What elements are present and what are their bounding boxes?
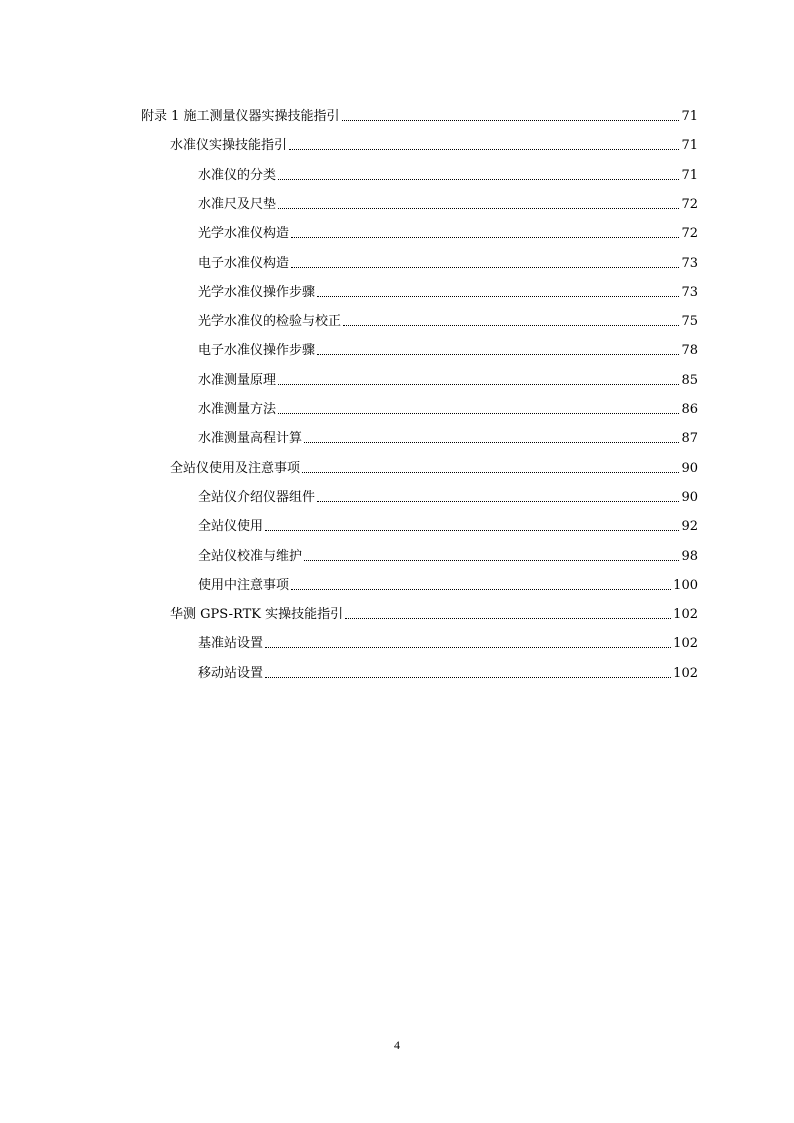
toc-entry-page: 98 bbox=[681, 549, 698, 564]
dot-leader bbox=[278, 413, 679, 414]
toc-entry-level-2[interactable] bbox=[170, 132, 698, 154]
toc-entry-page: 72 bbox=[681, 226, 698, 241]
dot-leader bbox=[265, 677, 671, 678]
toc-entry-level-3[interactable] bbox=[198, 308, 698, 330]
toc-entry-page: 78 bbox=[681, 343, 698, 358]
toc-entry-title: 光学水准仪构造 bbox=[198, 226, 290, 241]
toc-entry-page: 71 bbox=[681, 168, 698, 183]
toc-entry-page: 100 bbox=[673, 578, 698, 593]
dot-leader bbox=[265, 647, 671, 648]
dot-leader bbox=[302, 472, 679, 473]
toc-entry-title: 华测 GPS-RTK 实操技能指引 bbox=[170, 607, 344, 622]
toc-entry-level-2[interactable] bbox=[170, 455, 698, 477]
dot-leader bbox=[265, 530, 679, 531]
toc-entry-title: 水准测量高程计算 bbox=[198, 431, 303, 446]
dot-leader bbox=[317, 354, 679, 355]
toc-entry-page: 102 bbox=[673, 607, 698, 622]
toc-entry-page: 87 bbox=[681, 431, 698, 446]
toc-entry-title: 全站仪使用 bbox=[198, 519, 264, 534]
toc-entry-title: 附录 1 施工测量仪器实操技能指引 bbox=[141, 109, 340, 124]
toc-entry-level-3[interactable] bbox=[198, 250, 698, 272]
toc-entry-page: 86 bbox=[681, 402, 698, 417]
dot-leader bbox=[278, 179, 679, 180]
toc-entry-level-3[interactable] bbox=[198, 543, 698, 565]
toc-entry-title: 水准尺及尺垫 bbox=[198, 197, 277, 212]
toc-entry-title: 水准测量方法 bbox=[198, 402, 277, 417]
toc-entry-level-1[interactable] bbox=[141, 103, 698, 125]
toc-entry-level-3[interactable] bbox=[198, 220, 698, 242]
toc-entry-level-3[interactable] bbox=[198, 279, 698, 301]
toc-entry-level-2[interactable] bbox=[170, 601, 698, 623]
toc-entry-level-3[interactable] bbox=[198, 162, 698, 184]
dot-leader bbox=[291, 267, 679, 268]
dot-leader bbox=[304, 560, 679, 561]
toc-entry-title: 基准站设置 bbox=[198, 636, 264, 651]
dot-leader bbox=[317, 501, 679, 502]
dot-leader bbox=[304, 442, 679, 443]
toc-entry-title: 水准测量原理 bbox=[198, 373, 277, 388]
toc-entry-page: 71 bbox=[681, 109, 698, 124]
dot-leader bbox=[343, 325, 679, 326]
toc-entry-page: 72 bbox=[681, 197, 698, 212]
toc-entry-page: 73 bbox=[681, 256, 698, 271]
toc-entry-level-3[interactable] bbox=[198, 630, 698, 652]
toc-entry-level-3[interactable] bbox=[198, 513, 698, 535]
toc-entry-page: 75 bbox=[681, 314, 698, 329]
toc-entry-level-3[interactable] bbox=[198, 396, 698, 418]
toc-entry-page: 71 bbox=[681, 138, 698, 153]
toc-entry-title: 光学水准仪操作步骤 bbox=[198, 285, 316, 300]
toc-entry-level-3[interactable] bbox=[198, 367, 698, 389]
toc-entry-title: 水准仪的分类 bbox=[198, 168, 277, 183]
toc-entry-title: 全站仪使用及注意事项 bbox=[170, 461, 301, 476]
dot-leader bbox=[278, 208, 679, 209]
toc-entry-page: 85 bbox=[681, 373, 698, 388]
toc-entry-title: 使用中注意事项 bbox=[198, 578, 290, 593]
toc-entry-level-3[interactable] bbox=[198, 337, 698, 359]
toc-entry-page: 102 bbox=[673, 636, 698, 651]
toc-entry-page: 90 bbox=[681, 490, 698, 505]
toc-entry-title: 电子水准仪构造 bbox=[198, 256, 290, 271]
toc-entry-title: 水准仪实操技能指引 bbox=[170, 138, 288, 153]
toc-entry-title: 全站仪校准与维护 bbox=[198, 549, 303, 564]
toc-entry-title: 光学水准仪的检验与校正 bbox=[198, 314, 342, 329]
page-number: 4 bbox=[394, 1038, 400, 1052]
dot-leader bbox=[289, 149, 679, 150]
toc-entry-page: 90 bbox=[681, 461, 698, 476]
toc-entry-level-3[interactable] bbox=[198, 484, 698, 506]
toc-entry-title: 全站仪介绍仪器组件 bbox=[198, 490, 316, 505]
dot-leader bbox=[291, 589, 671, 590]
dot-leader bbox=[291, 237, 679, 238]
toc-entry-level-3[interactable] bbox=[198, 660, 698, 682]
toc-entry-page: 92 bbox=[681, 519, 698, 534]
dot-leader bbox=[317, 296, 679, 297]
toc-entry-page: 73 bbox=[681, 285, 698, 300]
toc-entry-title: 电子水准仪操作步骤 bbox=[198, 343, 316, 358]
toc-entry-title: 移动站设置 bbox=[198, 666, 264, 681]
dot-leader bbox=[342, 120, 680, 121]
toc-entry-level-3[interactable] bbox=[198, 191, 698, 213]
dot-leader bbox=[345, 618, 671, 619]
toc-entry-level-3[interactable] bbox=[198, 425, 698, 447]
dot-leader bbox=[278, 384, 679, 385]
toc-entry-level-3[interactable] bbox=[198, 572, 698, 594]
toc-entry-page: 102 bbox=[673, 666, 698, 681]
